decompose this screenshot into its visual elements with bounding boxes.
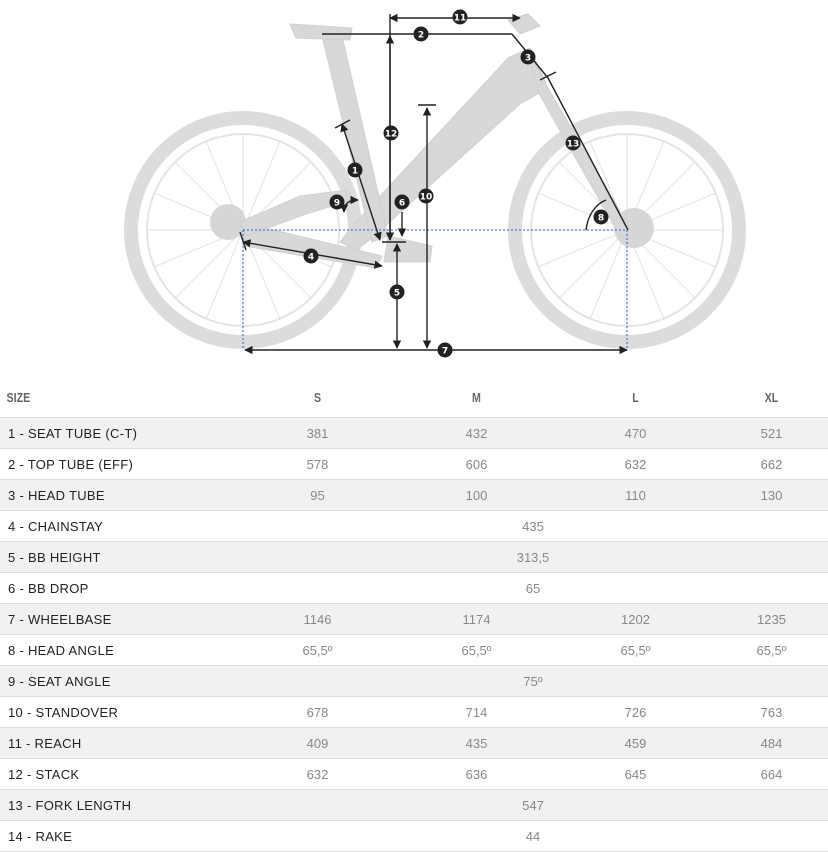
row-value: 662 — [715, 449, 828, 480]
geometry-table — [0, 378, 828, 852]
table-row — [0, 635, 828, 666]
header-l: L — [570, 378, 700, 418]
row-value: 432 — [397, 418, 556, 449]
row-value-all-sizes: 65 — [238, 573, 828, 604]
row-value: 65,5º — [556, 635, 715, 666]
row-value: 763 — [715, 697, 828, 728]
svg-text:6: 6 — [398, 198, 406, 209]
row-value: 578 — [238, 449, 397, 480]
row-label: 7 - WHEELBASE — [0, 604, 238, 635]
row-value: 470 — [556, 418, 715, 449]
row-value: 130 — [715, 480, 828, 511]
row-value: 435 — [397, 728, 556, 759]
marker-10 — [419, 189, 434, 204]
row-value: 65,5º — [238, 635, 397, 666]
header-xl: XL — [725, 378, 818, 418]
fork-line — [548, 78, 628, 230]
row-value-all-sizes: 435 — [238, 511, 828, 542]
row-value-all-sizes: 75º — [238, 666, 828, 697]
svg-text:3: 3 — [524, 53, 532, 64]
table-row — [0, 697, 828, 728]
marker-13 — [566, 136, 581, 151]
table-row — [0, 573, 828, 604]
svg-text:2: 2 — [417, 30, 425, 41]
table-row — [0, 480, 828, 511]
svg-text:5: 5 — [393, 288, 401, 299]
svg-text:13: 13 — [566, 139, 580, 150]
header-size: SIZE — [0, 378, 195, 418]
row-label: 3 - HEAD TUBE — [0, 480, 238, 511]
row-value: 636 — [397, 759, 556, 790]
marker-7 — [438, 343, 453, 358]
row-label: 12 - STACK — [0, 759, 238, 790]
row-label: 6 - BB DROP — [0, 573, 238, 604]
row-value: 95 — [238, 480, 397, 511]
svg-text:12: 12 — [384, 129, 398, 140]
svg-text:1: 1 — [351, 166, 359, 177]
row-value: 1174 — [397, 604, 556, 635]
row-label: 14 - RAKE — [0, 821, 238, 852]
marker-4 — [304, 249, 319, 264]
table-row — [0, 604, 828, 635]
row-label: 5 - BB HEIGHT — [0, 542, 238, 573]
row-label: 11 - REACH — [0, 728, 238, 759]
row-label: 10 - STANDOVER — [0, 697, 238, 728]
table-row — [0, 418, 828, 449]
row-value: 65,5º — [715, 635, 828, 666]
row-label: 1 - SEAT TUBE (C-T) — [0, 418, 238, 449]
table-row — [0, 790, 828, 821]
svg-text:8: 8 — [597, 213, 605, 224]
row-label: 9 - SEAT ANGLE — [0, 666, 238, 697]
table-row — [0, 449, 828, 480]
marker-5 — [390, 285, 405, 300]
row-value: 606 — [397, 449, 556, 480]
table-row — [0, 759, 828, 790]
row-label: 13 - FORK LENGTH — [0, 790, 238, 821]
row-value: 484 — [715, 728, 828, 759]
svg-text:4: 4 — [307, 252, 315, 263]
svg-text:9: 9 — [333, 198, 341, 209]
marker-3 — [521, 50, 536, 65]
row-value: 714 — [397, 697, 556, 728]
marker-8 — [594, 210, 609, 225]
row-value: 1202 — [556, 604, 715, 635]
row-value: 459 — [556, 728, 715, 759]
table-row — [0, 728, 828, 759]
row-value: 1235 — [715, 604, 828, 635]
marker-12 — [384, 126, 399, 141]
row-label: 8 - HEAD ANGLE — [0, 635, 238, 666]
marker-11 — [453, 10, 468, 25]
row-value: 645 — [556, 759, 715, 790]
row-value: 678 — [238, 697, 397, 728]
row-value: 632 — [238, 759, 397, 790]
row-label: 4 - CHAINSTAY — [0, 511, 238, 542]
header-m: M — [411, 378, 541, 418]
marker-9 — [330, 195, 345, 210]
row-value: 1146 — [238, 604, 397, 635]
svg-text:7: 7 — [441, 346, 449, 357]
row-value: 409 — [238, 728, 397, 759]
row-value: 381 — [238, 418, 397, 449]
row-value: 65,5º — [397, 635, 556, 666]
svg-text:11: 11 — [453, 13, 467, 24]
table-header-row — [0, 378, 828, 418]
row-value: 100 — [397, 480, 556, 511]
table-row — [0, 666, 828, 697]
row-value: 521 — [715, 418, 828, 449]
header-s: S — [252, 378, 382, 418]
table-row — [0, 542, 828, 573]
row-value: 632 — [556, 449, 715, 480]
row-value-all-sizes: 44 — [238, 821, 828, 852]
row-value: 110 — [556, 480, 715, 511]
row-value-all-sizes: 313,5 — [238, 542, 828, 573]
marker-2 — [414, 27, 429, 42]
row-value: 726 — [556, 697, 715, 728]
row-value: 664 — [715, 759, 828, 790]
marker-6 — [395, 195, 410, 210]
bike-geometry-diagram — [0, 0, 828, 372]
row-value-all-sizes: 547 — [238, 790, 828, 821]
row-label: 2 - TOP TUBE (EFF) — [0, 449, 238, 480]
table-row — [0, 511, 828, 542]
marker-1 — [348, 163, 363, 178]
svg-text:10: 10 — [419, 192, 433, 203]
table-row — [0, 821, 828, 852]
